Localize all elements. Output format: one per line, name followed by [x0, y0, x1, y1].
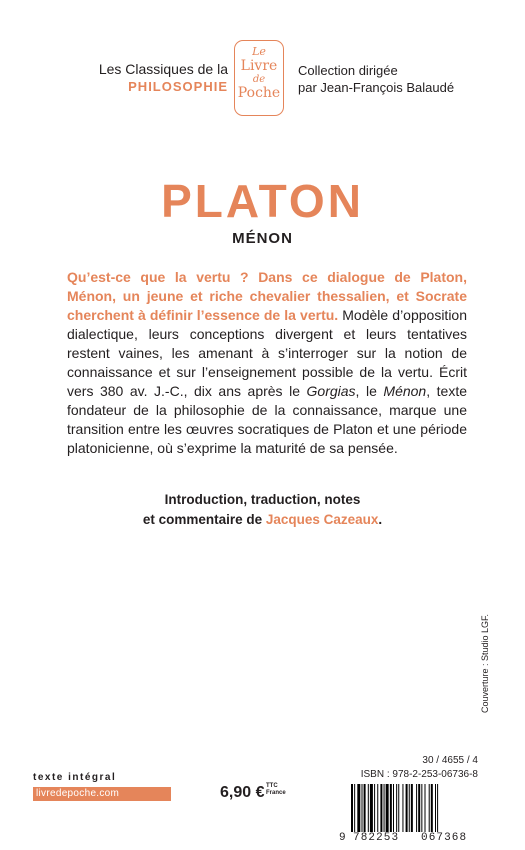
isbn: ISBN : 978-2-253-06736-8	[360, 769, 478, 780]
barcode-bar	[425, 784, 426, 832]
barcode-bar	[429, 784, 430, 832]
barcode-bar	[370, 784, 373, 832]
work-title: MÉNON	[232, 230, 293, 247]
summary-text-2: , le	[355, 383, 384, 399]
barcode-bar	[362, 784, 363, 832]
livre-de-poche-logo	[234, 40, 284, 116]
logo-word-poche: Poche	[237, 85, 281, 101]
barcode-bar	[393, 784, 394, 832]
barcode-bar	[384, 784, 385, 832]
summary-italic-menon: Ménon	[383, 383, 427, 399]
series-line-2: PHILOSOPHIE	[128, 79, 228, 94]
credits-suffix: .	[378, 512, 383, 527]
series-name	[78, 60, 228, 96]
credits-line-1: Introduction, traduction, notes	[164, 492, 361, 507]
barcode-bar	[421, 784, 422, 832]
barcode-bar	[398, 784, 399, 832]
website-link[interactable]: livredepoche.com	[33, 787, 171, 801]
collection-director	[298, 62, 454, 96]
barcode-digits-group-2: 067368	[421, 832, 468, 844]
collection-line-1: Collection dirigée	[298, 63, 398, 78]
barcode-bar	[411, 784, 413, 832]
barcode-bar	[354, 784, 355, 832]
barcode-bar	[380, 784, 382, 832]
logo-word-livre: Livre	[240, 58, 278, 74]
texte-integral-label: texte intégral	[33, 772, 117, 783]
price-country: France	[266, 790, 286, 796]
barcode-digits-group-1: 782253	[353, 832, 400, 844]
barcode-bar	[357, 784, 360, 832]
barcode-bar	[386, 784, 389, 832]
price-ttc-france	[266, 783, 286, 797]
logo-word-le: Le	[252, 45, 266, 58]
price: 6,90 €	[220, 784, 265, 801]
barcode-bar	[368, 784, 369, 832]
credits-editor: Jacques Cazeaux	[265, 512, 379, 527]
summary-text-1: Modèle d’opposition dialectique, leurs conceptions divergent et leurs tentatives restent vaines, les amenant à s’interroger sur la notion de connaissance et sur l’enseignement possible de la vertu. Écrit vers 380 av. J.-C., dix ans après le	[67, 307, 468, 399]
barcode-bar	[409, 784, 410, 832]
credits-prefix: et commentaire de	[142, 512, 266, 527]
barcode-bar	[435, 784, 436, 832]
series-line-1: Les Classiques de la	[98, 61, 228, 77]
summary-italic-gorgias: Gorgias	[306, 383, 356, 399]
barcode-bar	[416, 784, 417, 832]
barcode-digit-first: 9	[339, 832, 346, 844]
barcode-bar	[402, 784, 403, 832]
product-code: 30 / 4655 / 4	[422, 755, 478, 766]
credits-line-2	[0, 510, 525, 530]
barcode-bar	[390, 784, 392, 832]
author-name: PLATON	[161, 175, 364, 227]
cover-credit: Couverture : Studio LGF.	[480, 613, 490, 713]
edition-credits	[0, 490, 525, 530]
barcode-bars	[351, 784, 438, 832]
barcode-bar	[418, 784, 420, 832]
summary-text-3: , texte fondateur de la philosophie de la connaissance, marque une transition entre les œuvres socratiques de Platon et une période platonicienne, où s’exprime la maturité de sa pensée.	[67, 383, 467, 456]
price-ttc: TTC	[266, 783, 278, 789]
logo-word-de: de	[252, 74, 266, 85]
barcode-bar	[351, 784, 353, 832]
back-cover-summary	[67, 268, 467, 458]
barcode-bar	[374, 784, 375, 832]
collection-line-2: par Jean-François Balaudé	[298, 80, 455, 95]
barcode-bar	[364, 784, 366, 832]
barcode-bar	[437, 784, 438, 832]
summary-highlight: Qu’est-ce que la vertu ? Dans ce dialogue de Platon, Ménon, un jeune et riche chevalier thessalien, et Socrate cherchent à définir l’essence de la vertu.	[67, 269, 467, 323]
barcode-bar	[377, 784, 378, 832]
barcode-bar	[406, 784, 408, 832]
barcode-bar	[396, 784, 397, 832]
barcode-bar	[431, 784, 433, 832]
barcode	[339, 784, 485, 832]
